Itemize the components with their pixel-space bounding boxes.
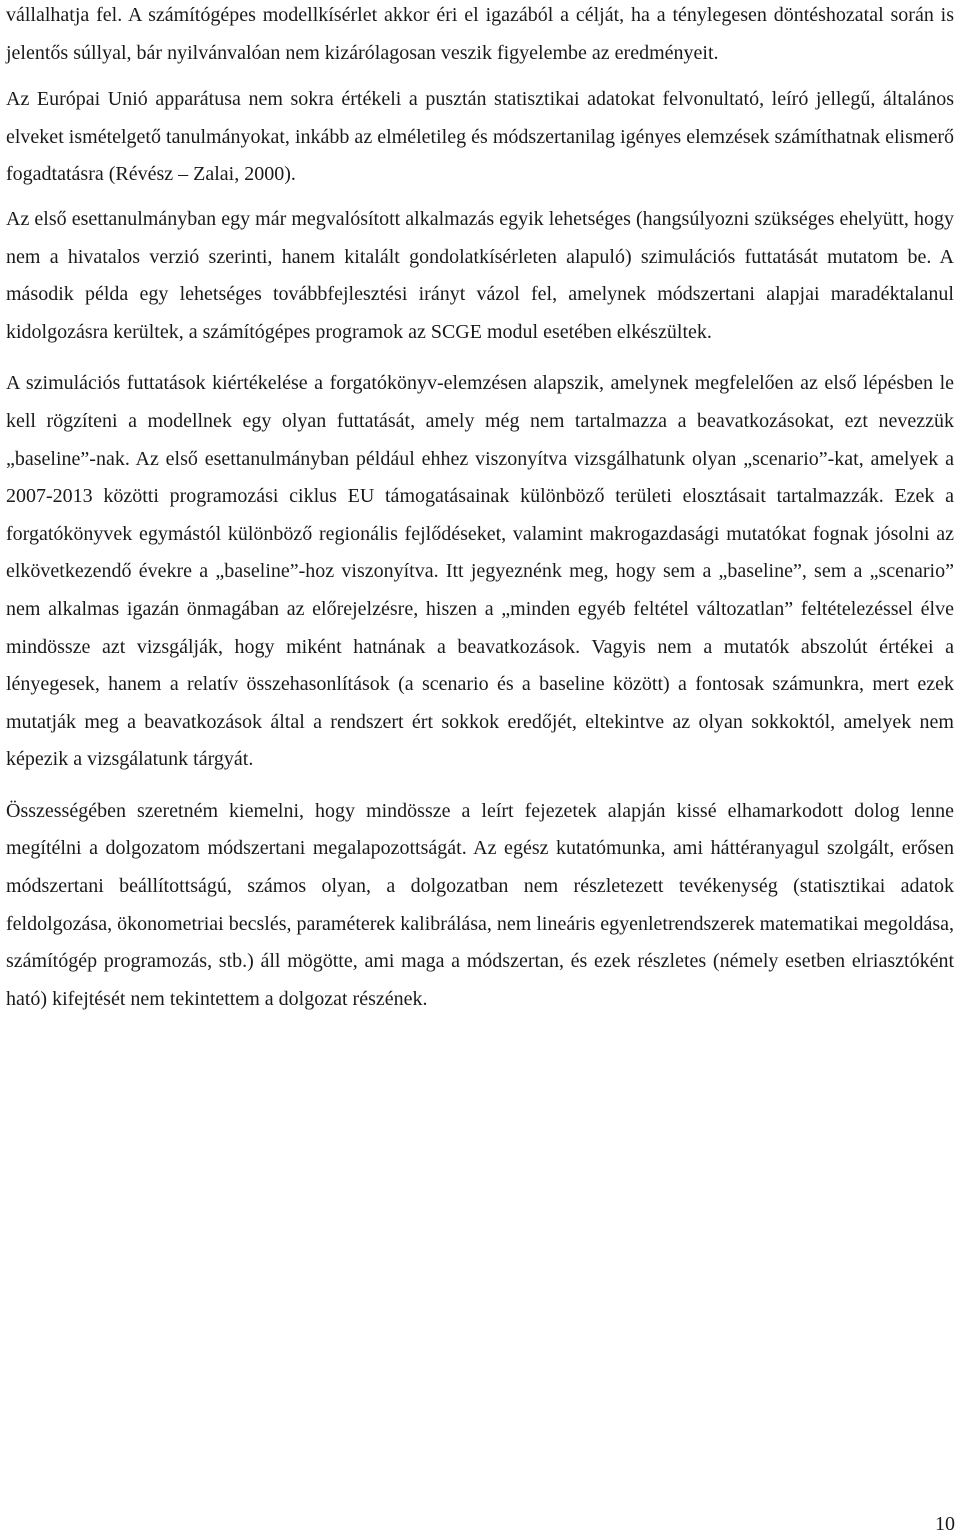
paragraph-1: vállalhatja fel. A számítógépes modellkísérlet akkor éri el igazából a célját, ha a ténylegesen döntéshozatal során is jelentős súllyal, bár nyilvánvalóan nem kizárólagosan veszik figyelembe az eredményeit. bbox=[6, 4, 954, 64]
paragraph-5: Összességében szeretném kiemelni, hogy mindössze a leírt fejezetek alapján kissé elhamarkodott dolog lenne megítélni a dolgozatom módszertani megalapozottságát. Az egész kutatómunka, ami háttéranyagul szolgált, erősen módszertani beállítottságú, számos olyan, a dolgozatban nem részletezett tevékenység (statisztikai adatok feldolgozása, ökonometriai becslés, paraméterek kalibrálása, nem lineáris egyenletrendszerek matematikai megoldása, számítógép programozás, stb.) áll mögötte, ami maga a módszertan, és ezek részletes (némely esetben elriasztóként ható) kifejtését nem tekintettem a dolgozat részének. bbox=[6, 799, 954, 1010]
document-page bbox=[6, 0, 954, 1018]
paragraph-3: Az első esettanulmányban egy már megvalósított alkalmazás egyik lehetséges (hangsúlyozni szükséges ehelyütt, hogy nem a hivatalos verzió szerinti, hanem kitalált gondolatkísérleten alapuló) szimulációs futtatását mutatom be. A második példa egy lehetséges továbbfejlesztési irányt vázol fel, amelynek módszertani alapjai maradéktalanul kidolgozásra kerültek, a számítógépes programok az SCGE modul esetében elkészültek. bbox=[6, 207, 954, 343]
paragraph-2: Az Európai Unió apparátusa nem sokra értékeli a pusztán statisztikai adatokat felvonultató, leíró jellegű, általános elveket ismételgető tanulmányokat, inkább az elméletileg és módszertanilag igényes elemzések számíthatnak elismerő fogadtatásra (Révész – Zalai, 2000). bbox=[6, 88, 954, 186]
paragraph-4: A szimulációs futtatások kiértékelése a forgatókönyv-elemzésen alapszik, amelynek megfelelően az első lépésben le kell rögzíteni a modellnek egy olyan futtatását, amely még nem tartalmazza a beavatkozásokat, ezt nevezzük „baseline”-nak. Az első esettanulmányban például ehhez viszonyítva vizsgálhatunk olyan „scenario”-kat, amelyek a 2007-2013 közötti programozási ciklus EU támogatásainak különböző területi elosztásait tartalmazzák. Ezek a forgatókönyvek egymástól különböző regionális fejlődéseket, valamint makrogazdasági mutatókat fognak jósolni az elkövetkezendő évekre a „baseline”-hoz viszonyítva. Itt jegyeznénk meg, hogy sem a „baseline”, sem a „scenario” nem alkalmas igazán önmagában az előrejelzésre, hiszen a „minden egyéb feltétel változatlan” feltételezéssel élve mindössze azt vizsgálják, hogy miként hatnának a beavatkozások. Vagyis nem a mutatók abszolút értékei a lényegesek, hanem a relatív összehasonlítások (a scenario és a baseline között) a fontosak számunkra, mert ezek mutatják meg a beavatkozások által a rendszert ért sokkok eredőjét, eltekintve az olyan sokkoktól, amelyek nem képezik a vizsgálatunk tárgyát. bbox=[6, 372, 954, 771]
page-number: 10 bbox=[935, 1513, 955, 1535]
